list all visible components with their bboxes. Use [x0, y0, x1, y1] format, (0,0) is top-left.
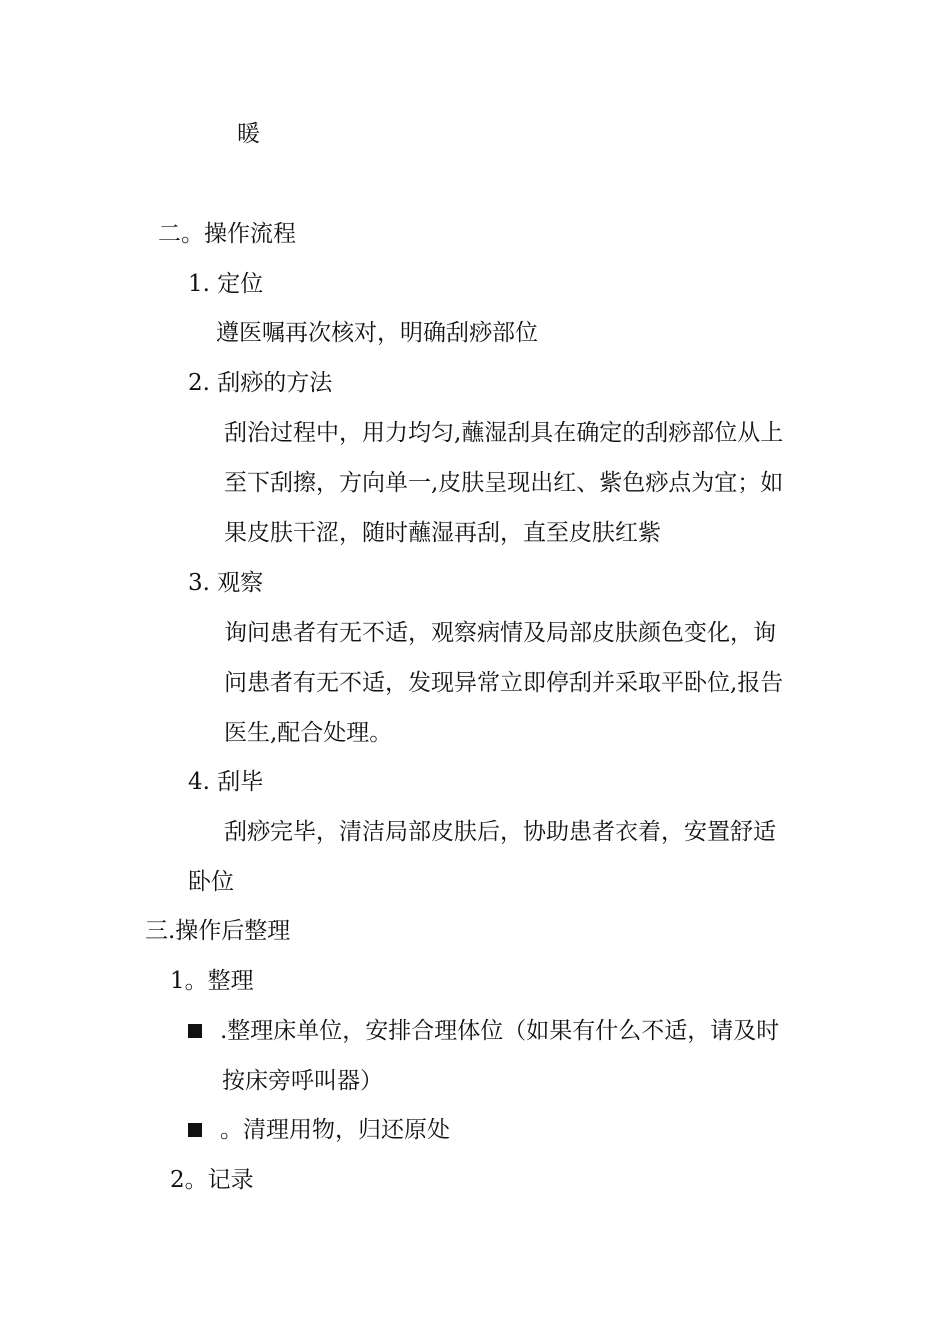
- bullet-text-bed-line1: .整理床单位，安排合理体位（如果有什么不适，请及时: [220, 1018, 780, 1044]
- item-heading-observation: 3. 观察: [188, 570, 264, 596]
- sub-heading-record: 2。记录: [170, 1167, 254, 1193]
- item-text-method-line2: 至下刮擦，方向单一,皮肤呈现出红、紫色痧点为宜；如: [224, 470, 784, 496]
- section-heading-operation-flow: 二。操作流程: [158, 221, 296, 247]
- item-text-finish-line2: 卧位: [188, 869, 234, 895]
- item-text-method-line1: 刮治过程中，用力均匀,蘸湿刮具在确定的刮痧部位从上: [224, 420, 784, 446]
- square-bullet-icon: [188, 1024, 202, 1038]
- bullet-text-cleanup: 。清理用物，归还原处: [220, 1117, 450, 1143]
- item-heading-method: 2. 刮痧的方法: [188, 370, 333, 396]
- item-heading-finish: 4. 刮毕: [188, 769, 264, 795]
- square-bullet-icon: [188, 1123, 202, 1137]
- item-text-observation-line2: 问患者有无不适，发现异常立即停刮并采取平卧位,报告: [224, 670, 784, 696]
- item-text-positioning: 遵医嘱再次核对，明确刮痧部位: [216, 320, 538, 346]
- sub-heading-tidy: 1。整理: [170, 968, 254, 994]
- item-text-method-line3: 果皮肤干涩，随时蘸湿再刮，直至皮肤红紫: [224, 520, 661, 546]
- bullet-text-bed-line2: 按床旁呼叫器）: [222, 1068, 383, 1094]
- item-text-observation-line1: 询问患者有无不适，观察病情及局部皮肤颜色变化，询: [224, 620, 776, 646]
- item-text-observation-line3: 医生,配合处理。: [224, 720, 393, 746]
- item-text-finish-line1: 刮痧完毕，清洁局部皮肤后，协助患者衣着，安置舒适: [224, 819, 776, 845]
- top-fragment-text: 暖: [237, 121, 260, 147]
- item-heading-positioning: 1. 定位: [188, 271, 264, 297]
- section-heading-post-operation: 三.操作后整理: [145, 918, 291, 944]
